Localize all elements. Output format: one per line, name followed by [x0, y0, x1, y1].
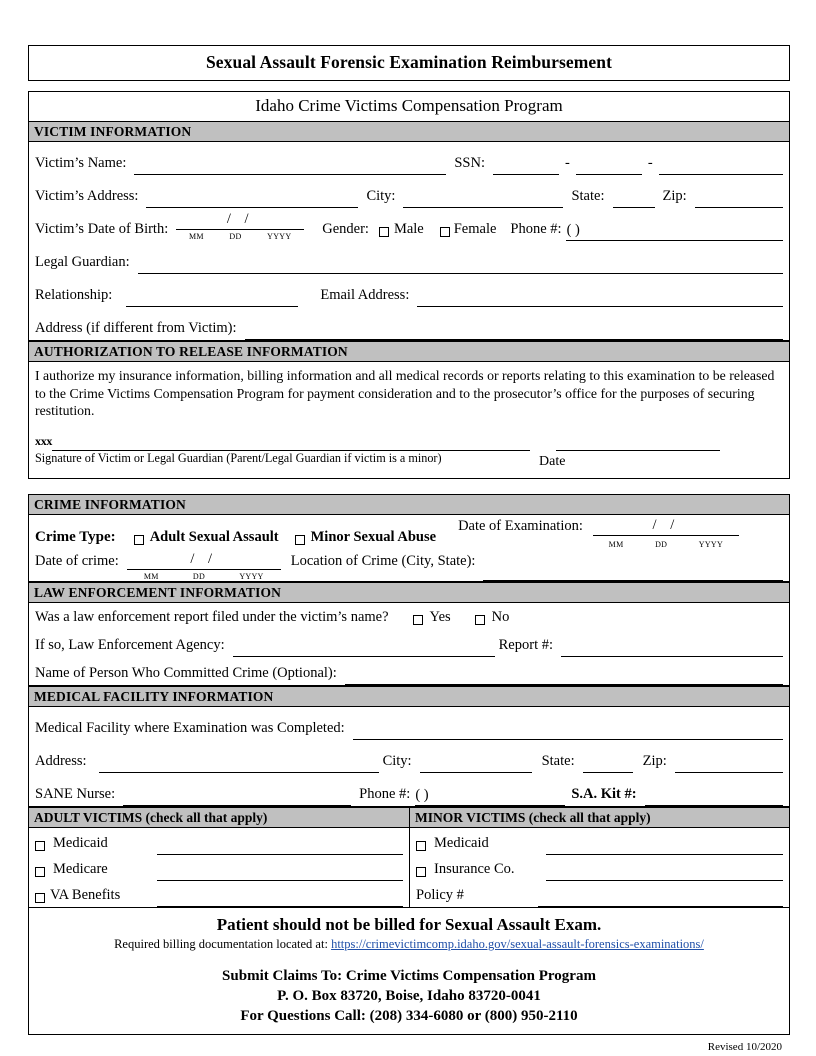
billing-notice: [28, 908, 790, 1035]
minor-medicaid-input[interactable]: [546, 838, 783, 855]
facility-phone-input[interactable]: [437, 786, 565, 806]
authorization-body-text: I authorize my insurance information, billing information and all medical records or reports relating to this examination to be released to the Crime Victims Compensation Program for payment consideration and to the prosecutor’s office for the purposes of securing restitution.: [35, 368, 775, 418]
exam-date-yyyy-label: YYYY: [698, 539, 724, 549]
ssn-part1-input[interactable]: [493, 155, 559, 175]
signature-row: [29, 434, 789, 451]
crime-type-minor-checkbox[interactable]: [295, 535, 305, 545]
exam-date-input[interactable]: [593, 517, 739, 549]
victim-phone-label: Phone #:: [510, 221, 562, 237]
crime-type-adult-label: Adult Sexual Assault: [149, 528, 279, 545]
adult-medicaid-input[interactable]: [157, 838, 403, 855]
minor-insurance-row: [410, 855, 789, 881]
facility-city-input[interactable]: [420, 753, 532, 773]
relationship-input[interactable]: [126, 287, 298, 307]
victim-name-row: [29, 142, 789, 175]
crime-type-row: [29, 515, 789, 549]
billing-documentation-line: [29, 936, 789, 953]
ssn-separator-1: -: [565, 155, 570, 171]
adult-va-benefits-input[interactable]: [157, 890, 403, 907]
dob-yyyy-label: YYYY: [267, 232, 292, 241]
facility-address-row: [29, 740, 789, 773]
facility-zip-input[interactable]: [675, 753, 783, 773]
city-label: City:: [366, 188, 396, 204]
dob-dd-label: DD: [229, 232, 242, 241]
victim-name-label: Victim’s Name:: [35, 155, 127, 171]
adult-victims-heading: ADULT VICTIMS (check all that apply): [28, 807, 409, 828]
minor-policy-row: [410, 881, 789, 907]
perpetrator-input[interactable]: [345, 665, 783, 685]
state-input[interactable]: [613, 188, 655, 208]
victim-dob-row: [29, 208, 789, 241]
facility-label: Medical Facility where Examination was Completed:: [35, 719, 345, 736]
facility-row: [29, 707, 789, 740]
ssn-label: SSN:: [454, 155, 485, 171]
facility-address-label: Address:: [35, 752, 87, 769]
minor-insurance-input[interactable]: [546, 864, 783, 881]
crime-type-adult-checkbox[interactable]: [134, 535, 144, 545]
ssn-separator-2: -: [647, 155, 653, 171]
minor-policy-label: Policy #: [416, 886, 464, 903]
victim-dob-input[interactable]: [176, 211, 304, 241]
zip-label: Zip:: [662, 188, 687, 204]
section-header-victim-information: VICTIM INFORMATION: [28, 121, 790, 142]
section-body-authorization: [28, 362, 790, 479]
facility-phone-label: Phone #:: [359, 785, 411, 802]
adult-va-benefits-checkbox[interactable]: [35, 893, 45, 903]
signature-date-input[interactable]: [556, 435, 720, 451]
report-number-input[interactable]: [561, 637, 783, 657]
page-title: Sexual Assault Forensic Examination Reimbursement: [28, 45, 790, 81]
relationship-row: [29, 274, 789, 307]
minor-insurance-checkbox[interactable]: [416, 867, 426, 877]
report-number-label: Report #:: [498, 636, 554, 653]
adult-medicaid-checkbox[interactable]: [35, 841, 45, 851]
minor-insurance-label: Insurance Co.: [434, 860, 515, 877]
section-body-victim-information: [28, 142, 790, 341]
minor-medicaid-row: [410, 828, 789, 855]
exam-date-rule: [593, 535, 739, 536]
phone-paren: ( ): [566, 222, 580, 238]
sane-nurse-input[interactable]: [123, 786, 351, 806]
adult-medicare-row: [29, 855, 409, 881]
facility-address-input[interactable]: [99, 753, 379, 773]
agency-label: If so, Law Enforcement Agency:: [35, 636, 225, 653]
signature-x-mark: xxx: [35, 433, 53, 448]
spacer: [28, 479, 790, 494]
submit-address-line: P. O. Box 83720, Boise, Idaho 83720-0041: [277, 987, 541, 1004]
report-filed-no-checkbox[interactable]: [475, 615, 485, 625]
minor-victims-column: [409, 807, 790, 908]
billing-notice-period: .: [597, 914, 602, 934]
sa-kit-input[interactable]: [645, 786, 783, 806]
adult-medicaid-row: [29, 828, 409, 855]
sa-kit-label: S.A. Kit #:: [571, 785, 637, 802]
sane-nurse-row: [29, 773, 789, 806]
relationship-label: Relationship:: [35, 287, 113, 303]
crime-date-mm-label: MM: [143, 571, 159, 581]
dob-sublabels: [176, 232, 304, 241]
billing-documentation-link[interactable]: https://crimevictimcomp.idaho.gov/sexual-assault-forensics-examinations/: [331, 936, 704, 951]
adult-medicare-label: Medicare: [53, 860, 108, 877]
legal-guardian-label: Legal Guardian:: [35, 254, 130, 270]
city-input[interactable]: [403, 188, 563, 208]
adult-va-benefits-row: [29, 881, 409, 907]
dob-mm-label: MM: [189, 232, 204, 241]
section-header-crime-information: CRIME INFORMATION: [28, 494, 790, 515]
section-header-authorization: AUTHORIZATION TO RELEASE INFORMATION: [28, 341, 790, 362]
crime-location-label: Location of Crime (City, State):: [290, 552, 476, 569]
gender-label: Gender:: [322, 221, 369, 237]
state-label: State:: [571, 188, 605, 204]
report-filed-no-label: No: [491, 608, 510, 625]
gender-female-label: Female: [453, 221, 497, 237]
facility-state-input[interactable]: [583, 753, 633, 773]
report-filed-row: [29, 603, 789, 629]
agency-input[interactable]: [233, 637, 495, 657]
exam-date-mm-label: MM: [608, 539, 624, 549]
facility-phone-paren: ( ): [415, 786, 429, 803]
victim-phone-input[interactable]: [610, 221, 783, 241]
adult-medicare-checkbox[interactable]: [35, 867, 45, 877]
billing-notice-heading: [29, 914, 789, 935]
gender-male-label: Male: [393, 221, 424, 237]
exam-date-label: Date of Examination:: [458, 517, 583, 534]
adult-medicare-input[interactable]: [157, 864, 403, 881]
victim-name-input[interactable]: [134, 155, 446, 175]
section-body-medical-facility: [28, 707, 790, 807]
signature-captions: [29, 451, 789, 470]
alt-address-label: Address (if different from Victim):: [35, 320, 237, 336]
exam-date-dd-label: DD: [655, 539, 668, 549]
submit-claims-block: [29, 966, 789, 1026]
crime-location-input[interactable]: [483, 553, 783, 581]
exam-date-slashes: / /: [652, 516, 680, 533]
crime-date-sublabels: [127, 572, 281, 581]
section-body-crime-information: [28, 515, 790, 582]
dob-rule: [176, 229, 304, 230]
signature-input[interactable]: [52, 435, 530, 451]
victim-address-row: [29, 175, 789, 208]
crime-date-input[interactable]: [127, 551, 281, 581]
ssn-part3-input[interactable]: [659, 155, 783, 175]
victim-coverage-section: [28, 807, 790, 908]
spacer: [28, 81, 790, 91]
perpetrator-row: [29, 657, 789, 685]
facility-zip-label: Zip:: [642, 752, 667, 769]
exam-date-sublabels: [593, 540, 739, 549]
crime-date-row: [29, 549, 789, 581]
adult-va-benefits-label: VA Benefits: [50, 886, 121, 903]
facility-input[interactable]: [353, 720, 783, 740]
dob-slashes: / /: [226, 211, 254, 227]
report-filed-yes-checkbox[interactable]: [413, 615, 423, 625]
signature-caption: Signature of Victim or Legal Guardian (Parent/Legal Guardian if victim is a minor): [35, 450, 442, 465]
crime-date-dd-label: DD: [192, 571, 206, 581]
crime-date-rule: [127, 569, 281, 570]
agency-row: [29, 629, 789, 657]
email-label: Email Address:: [320, 287, 410, 303]
submit-phone-line: For Questions Call: (208) 334-6080 or (800) 950-2110: [240, 1007, 578, 1024]
victim-address-input[interactable]: [146, 188, 358, 208]
perpetrator-label: Name of Person Who Committed Crime (Optional):: [35, 664, 337, 681]
ssn-part2-input[interactable]: [576, 155, 642, 175]
victim-phone-areacode-input[interactable]: [566, 221, 610, 241]
adult-victims-body: [28, 828, 409, 908]
minor-policy-input[interactable]: [538, 890, 783, 907]
alt-address-input[interactable]: [245, 320, 783, 340]
crime-date-slashes: / /: [190, 550, 218, 567]
zip-input[interactable]: [695, 188, 783, 208]
facility-state-label: State:: [541, 752, 575, 769]
minor-medicaid-label: Medicaid: [434, 834, 489, 851]
crime-type-label: Crime Type:: [35, 528, 116, 545]
revision-note: Revised 10/2020: [707, 1040, 782, 1053]
report-filed-question: Was a law enforcement report filed under the victim’s name?: [35, 608, 389, 625]
signature-date-caption: Date: [539, 453, 566, 469]
facility-city-label: City:: [382, 752, 412, 769]
sane-nurse-label: SANE Nurse:: [35, 785, 116, 802]
email-input[interactable]: [417, 287, 783, 307]
minor-medicaid-checkbox[interactable]: [416, 841, 426, 851]
billing-documentation-prefix: Required billing documentation located at:: [114, 936, 328, 951]
alt-address-row: [29, 307, 789, 340]
section-header-law-enforcement: LAW ENFORCEMENT INFORMATION: [28, 582, 790, 603]
minor-victims-heading: MINOR VICTIMS (check all that apply): [409, 807, 790, 828]
crime-date-yyyy-label: YYYY: [239, 571, 264, 581]
crime-type-minor-label: Minor Sexual Abuse: [310, 528, 437, 545]
billing-notice-heading-text: Patient should not be billed for Sexual Assault Exam: [216, 914, 598, 934]
facility-phone-areacode-input[interactable]: [415, 786, 437, 806]
victim-dob-label: Victim’s Date of Birth:: [35, 221, 169, 237]
legal-guardian-row: [29, 241, 789, 274]
adult-victims-column: [28, 807, 409, 908]
minor-victims-body: [409, 828, 790, 908]
victim-address-label: Victim’s Address:: [35, 188, 139, 204]
program-subtitle: Idaho Crime Victims Compensation Program: [28, 91, 790, 121]
section-body-law-enforcement: [28, 603, 790, 686]
gender-female-checkbox[interactable]: [440, 227, 450, 237]
submit-claims-line: Submit Claims To: Crime Victims Compensation Program: [222, 967, 596, 984]
legal-guardian-input[interactable]: [138, 254, 783, 274]
form-page: [28, 45, 790, 1053]
gender-male-checkbox[interactable]: [379, 227, 389, 237]
adult-medicaid-label: Medicaid: [53, 834, 108, 851]
report-filed-yes-label: Yes: [429, 608, 451, 625]
section-header-medical-facility: MEDICAL FACILITY INFORMATION: [28, 686, 790, 707]
crime-date-label: Date of crime:: [35, 552, 119, 569]
